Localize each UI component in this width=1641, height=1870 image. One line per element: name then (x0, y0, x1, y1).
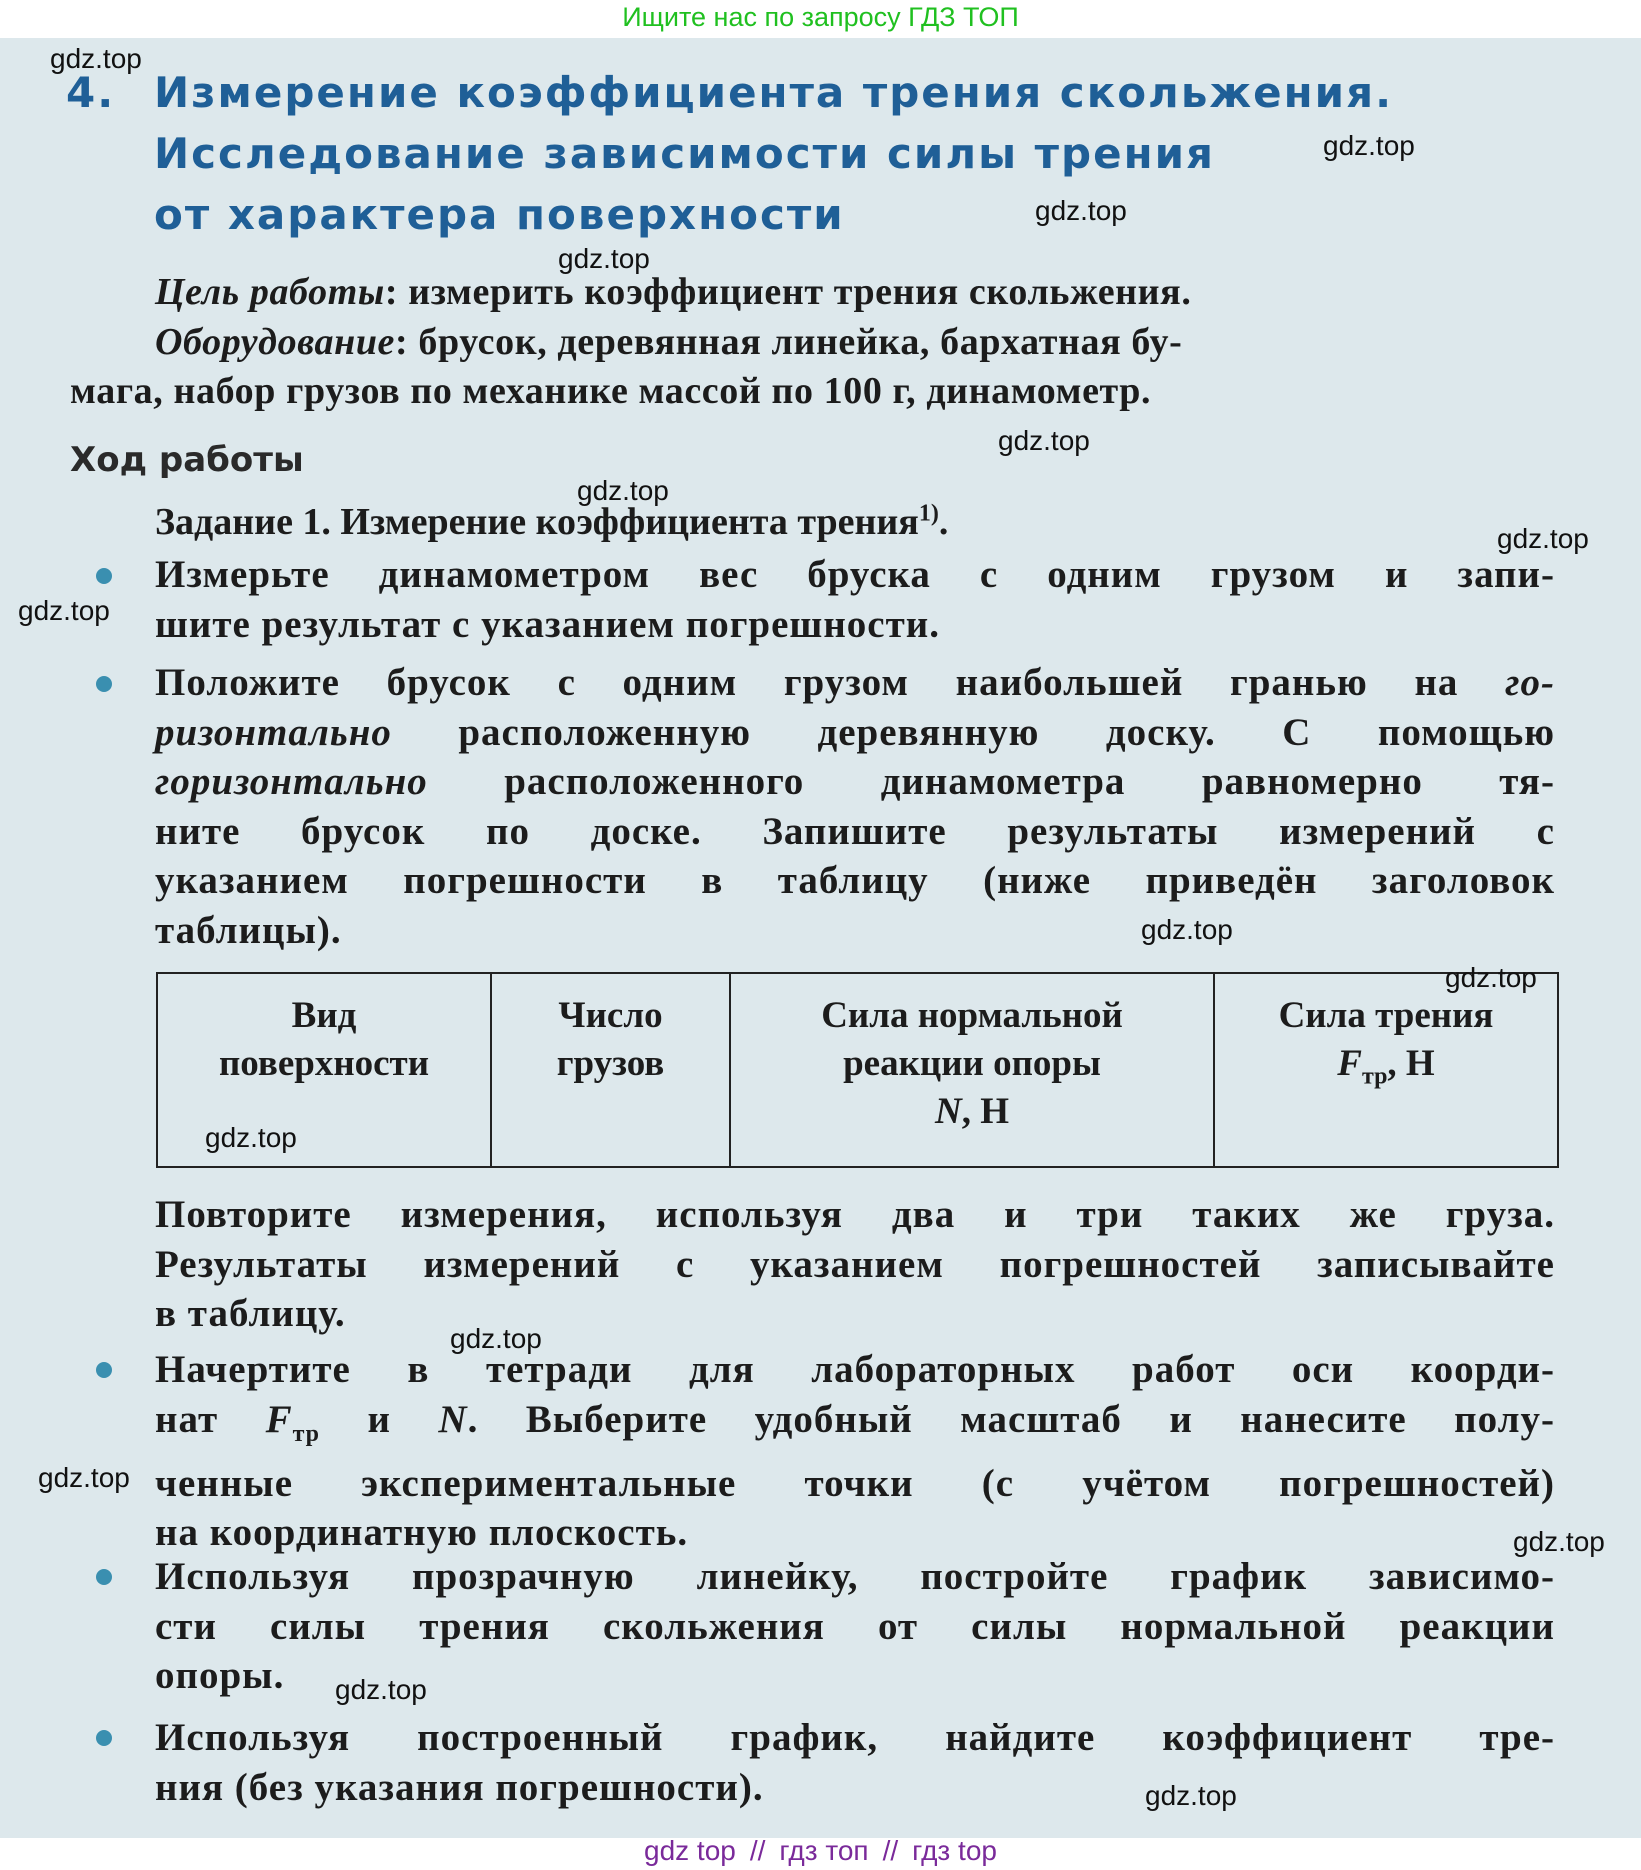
bullet-2-line-4: ните брусок по доске. Запишите результаты измерений с (155, 809, 1555, 853)
section-title: Ход работы (70, 440, 304, 480)
bullet-3-icon (96, 1362, 112, 1378)
bullet-2-text (155, 658, 1555, 955)
measurement-table (156, 972, 1559, 1168)
watermark: gdz.top (1323, 130, 1415, 161)
bullet-4-line-3: опоры. (155, 1654, 285, 1697)
watermark: gdz.top (1145, 1780, 1237, 1811)
bottom-banner: gdz top // гдз топ // гдз top (644, 1835, 997, 1866)
top-banner: Ищите нас по запросу ГДЗ ТОП (622, 2, 1019, 32)
col-load-count-header: Число грузов (491, 973, 730, 1167)
bullet-2-line-5: указанием погрешности в таблицу (ниже приведён заголовок (155, 859, 1555, 902)
title-line-3: от характера поверхности (154, 190, 845, 239)
bullet-4-line-2: сти силы трения скольжения от силы нормальной реакции (155, 1604, 1555, 1648)
watermark: gdz.top (205, 1122, 297, 1153)
bullet-2-icon (96, 676, 112, 692)
equipment-line-1 (155, 318, 1555, 367)
bullet-2-line-6: таблицы). (155, 908, 342, 952)
watermark: gdz.top (1035, 195, 1127, 226)
goal-text: : измерить коэффициент трения скольжения. (384, 271, 1192, 313)
bullet-1-line-2: шите результат с указанием погрешности. (155, 602, 940, 646)
bottom-link-3[interactable]: гдз top (912, 1835, 997, 1866)
bullet-2-line-3: горизонтально расположенного динамометра равномерно тя- (155, 760, 1555, 803)
equipment-line-2: мага, набор грузов по механике массой по 100 г, динамометр. (70, 370, 1152, 412)
repeat-line-3: в таблицу. (155, 1292, 346, 1335)
bullet-3-line-2: нат $F_{тр}$ и N. Выберите удобный масштаб и нанесите полу- (155, 1397, 1555, 1447)
col-friction-force-header: Сила трения $F_{тр}$, Н (1214, 973, 1558, 1167)
task-1-end: . (938, 501, 949, 543)
bullet-5-icon (96, 1730, 112, 1746)
bullet-4-line-1: Используя прозрачную линейку, постройте график зависимо- (155, 1555, 1555, 1598)
bullet-2-line-1: Положите брусок с одним грузом наибольшей гранью на го- (155, 661, 1555, 704)
bullet-1-line-1: Измерьте динамометром вес бруска с одним грузом и запи- (155, 553, 1555, 596)
repeat-line-1: Повторите измерения, используя два и три таких же груза. (155, 1193, 1555, 1236)
repeat-line-2: Результаты измерений с указанием погрешностей записывайте (155, 1242, 1555, 1286)
equipment-label: Оборудование (155, 321, 396, 363)
watermark: gdz.top (1141, 914, 1233, 945)
task-1-title (155, 500, 948, 544)
task-1-text: Задание 1. Измерение коэффициента трения (155, 501, 919, 543)
bullet-5-text (155, 1713, 1555, 1812)
title-line-2: Исследование зависимости силы трения (154, 129, 1215, 178)
bullet-4-icon (96, 1569, 112, 1585)
col-normal-force-header: Сила нормальной реакции опоры N, Н (730, 973, 1214, 1167)
bullet-3-text (155, 1345, 1555, 1558)
watermark: gdz.top (18, 595, 110, 626)
repeat-text (155, 1190, 1555, 1339)
bullet-3-line-1: Начертите в тетради для лабораторных работ оси коорди- (155, 1348, 1555, 1391)
footnote-marker: 1) (918, 500, 939, 527)
bullet-3-line-3: ченные экспериментальные точки (с учётом погрешностей) (155, 1461, 1555, 1505)
watermark: gdz.top (998, 425, 1090, 456)
watermark: gdz.top (577, 475, 669, 506)
bullet-5-line-1: Используя построенный график, найдите коэффициент тре- (155, 1716, 1555, 1759)
col-surface-header: Вид поверхности (157, 973, 491, 1167)
bullet-2-line-2: ризонтально расположенную деревянную доску. С помощью (155, 710, 1555, 754)
title-line-1: Измерение коэффициента трения скольжения. (154, 68, 1394, 117)
watermark: gdz.top (1513, 1526, 1605, 1557)
equipment-text-1: : брусок, деревянная линейка, бархатная бу- (395, 321, 1183, 363)
goal-label: Цель работы (155, 271, 385, 313)
bullet-1-icon (96, 568, 112, 584)
page-title (66, 62, 1393, 245)
bullet-5-line-2: ния (без указания погрешности). (155, 1765, 764, 1809)
bottom-link-1[interactable]: gdz top (644, 1835, 736, 1866)
bullet-3-line-4: на координатную плоскость. (155, 1511, 689, 1555)
watermark: gdz.top (38, 1462, 130, 1493)
watermark: gdz.top (335, 1674, 427, 1705)
watermark: gdz.top (50, 43, 142, 74)
watermark: gdz.top (558, 243, 650, 274)
table-header-row (157, 973, 1558, 1167)
watermark: gdz.top (1445, 962, 1537, 993)
goal-line (155, 268, 1555, 317)
watermark: gdz.top (450, 1323, 542, 1354)
watermark: gdz.top (1497, 523, 1589, 554)
bullet-1-text (155, 550, 1555, 649)
section-number: 4. (66, 68, 116, 117)
bottom-link-2[interactable]: гдз топ (779, 1835, 869, 1866)
